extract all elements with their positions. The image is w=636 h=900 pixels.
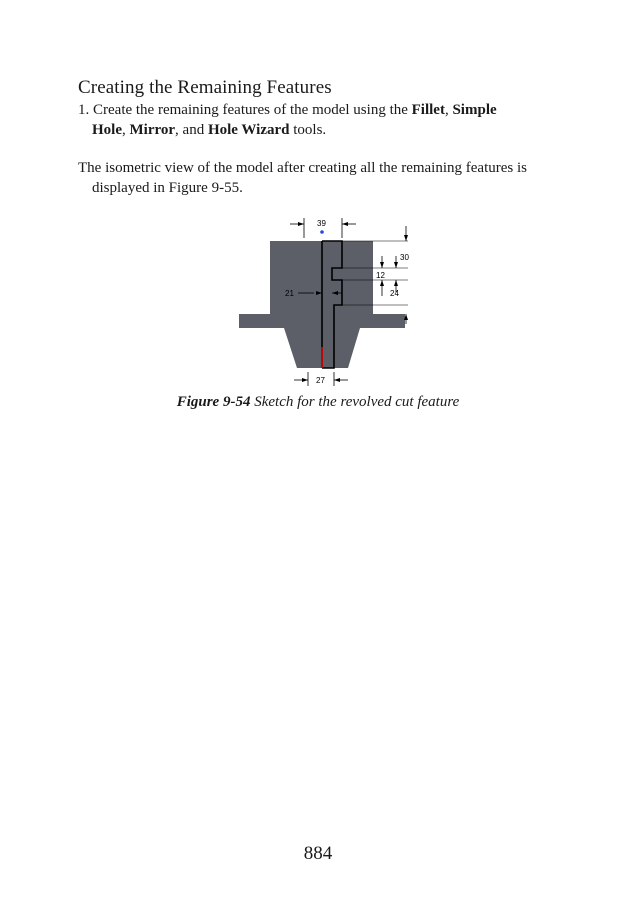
comma: , <box>444 102 449 118</box>
simple-hole-tool-part1: Simple <box>452 102 497 118</box>
dimension-left: 21 <box>285 289 294 298</box>
section-heading: Creating the Remaining Features <box>78 77 332 98</box>
dimension-right-mid: 12 <box>376 271 385 280</box>
simple-hole-tool-part2: Hole <box>92 122 122 138</box>
step-1 <box>78 100 560 140</box>
arrow-icon <box>394 280 398 286</box>
arrow-icon <box>334 378 340 382</box>
sketch-drawing <box>236 212 416 388</box>
dimension-top: 39 <box>317 219 326 228</box>
dimension-right-low: 24 <box>390 289 399 298</box>
hole-wizard-tool: Hole Wizard <box>207 122 290 138</box>
caption-text: Sketch for the revolved cut feature <box>254 394 460 410</box>
arrow-icon <box>394 262 398 268</box>
arrow-icon <box>298 222 304 226</box>
step-number: 1. <box>78 102 90 118</box>
comma: , <box>122 122 126 138</box>
figure-9-54 <box>236 212 416 388</box>
caption-label: Figure 9-54 <box>176 394 251 410</box>
arrow-icon <box>342 222 348 226</box>
paragraph-line-2: displayed in Figure 9-55. <box>92 180 243 196</box>
paragraph-line-1: The isometric view of the model after creating all the remaining features is <box>78 160 527 176</box>
mirror-tool: Mirror <box>129 122 176 138</box>
sketch-point <box>320 230 324 234</box>
body-paragraph <box>78 158 560 198</box>
fillet-tool: Fillet <box>411 102 445 118</box>
arrow-icon <box>404 235 408 241</box>
dimension-bottom: 27 <box>316 376 325 385</box>
step-text-end: tools. <box>293 122 327 138</box>
figure-caption <box>0 394 636 411</box>
page-number: 884 <box>303 843 333 864</box>
arrow-icon <box>302 378 308 382</box>
arrow-icon <box>380 280 384 286</box>
arrow-icon <box>380 262 384 268</box>
and-text: , and <box>175 122 205 138</box>
dimension-right-top: 30 <box>400 253 409 262</box>
step-text: Create the remaining features of the model using the <box>93 102 408 118</box>
